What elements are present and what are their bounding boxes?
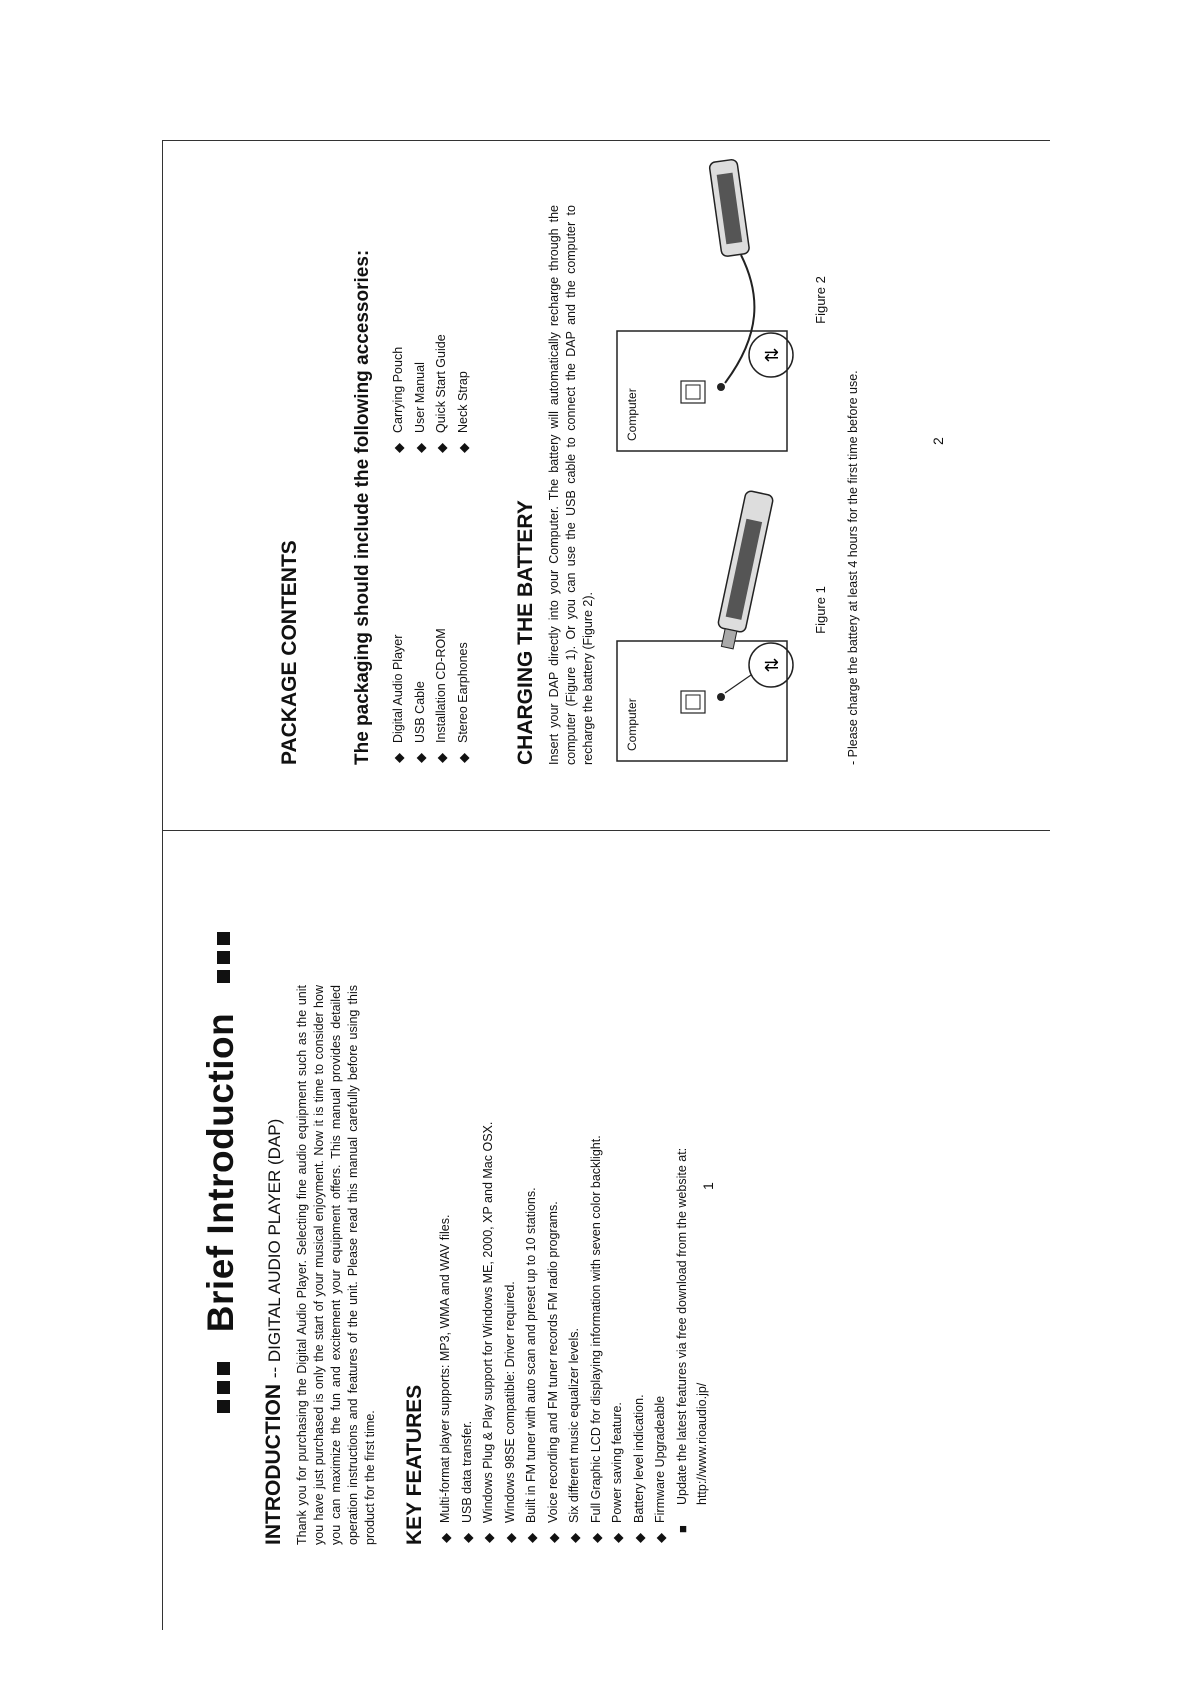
charging-note: - Please charge the battery at least 4 hours for the first time before use. [846,370,860,765]
figures [611,145,828,765]
page-title: Brief Introduction [200,800,242,1545]
accessories-list [388,145,474,765]
feature-item: ◆ Power saving feature. [610,1402,625,1543]
left-border-line [162,140,163,1630]
intro-subheading: -- DIGITAL AUDIO PLAYER (DAP) [265,1118,284,1379]
figure-2-caption: Figure 2 [813,276,828,324]
intro-paragraph: Thank you for purchasing the Digital Audio Player. Selecting fine audio equipment such as the unit you have just purchased is only the start of your musical enjoyment. Now it is time to consider how you can maximize the fun and excitement your equipment offers. This manual provides detailed operation instructions and features of the unit. Please read this manual carefully before using this product for the first time. [295,985,377,1545]
feature-item: ◆ Windows 98SE compatible: Driver required. [502,1281,518,1543]
update-item: ■ Update the latest features via free download from the website at: [674,1147,690,1533]
accessory-item: ◆ Neck Strap [455,371,471,453]
accessory-item: ◆ USB Cable [412,681,428,763]
accessory-item: ◆ Quick Start Guide [434,334,449,453]
page-2 [270,145,990,765]
package-contents-heading: PACKAGE CONTENTS [278,540,301,765]
figure-2-illustration [611,155,801,455]
features-list [435,800,693,1545]
accessory-item: ◆ Digital Audio Player [391,634,406,763]
figure-1-caption: Figure 1 [813,586,828,634]
feature-item: ◆ Firmware Upgradeable [653,1395,668,1543]
page-1 [190,800,750,1545]
update-url: http://www.rioaudio.jp/ [695,1382,709,1505]
feature-item: ◆ Multi-format player supports: MP3, WMA and WAV files. [438,1214,453,1543]
accessory-item: ◆ Installation CD-ROM [434,628,449,763]
accessory-item: ◆ User Manual [412,362,428,453]
charging-paragraph: Insert your DAP directly into your Computer. The battery will automatically recharge through the computer (Figure 1). Or you can use the USB cable to connect the DAP and the computer to recharge the battery (Figure 2). [547,205,595,765]
page-number-2: 2 [930,437,946,445]
feature-item: ◆ Full Graphic LCD for displaying information with seven color backlight. [588,1135,604,1543]
figure-1 [611,455,828,765]
feature-item: ◆ Six different music equalizer levels. [567,1328,582,1543]
accessory-item: ◆ Stereo Earphones [455,642,471,763]
charging-heading: CHARGING THE BATTERY [514,500,537,765]
top-border-line [162,140,1050,141]
feature-item: ◆ USB data transfer. [459,1420,475,1543]
feature-item: ◆ Battery level indication. [631,1394,647,1543]
accessory-item: ◆ Carrying Pouch [391,346,406,453]
feature-item: ◆ Built in FM tuner with auto scan and preset up to 10 stations. [524,1187,539,1543]
accessories-heading: The packaging should include the following accessories: [352,249,373,765]
feature-item: ◆ Voice recording and FM tuner records FM radio programs. [545,1201,561,1543]
figure-1-computer-label: Computer [625,698,639,751]
features-heading: KEY FEATURES [403,1384,426,1545]
svg-text:⇅: ⇅ [762,657,783,673]
page-number-1: 1 [700,1182,716,1190]
svg-text:⇅: ⇅ [762,347,783,363]
intro-heading: INTRODUCTION -- DIGITAL AUDIO PLAYER (DAP) [262,1118,285,1545]
figure-2 [611,145,828,455]
feature-item: ◆ Windows Plug & Play support for Windows ME, 2000, XP and Mac OSX. [481,1121,496,1543]
figure-2-computer-label: Computer [625,388,639,441]
figure-1-illustration [611,465,801,765]
